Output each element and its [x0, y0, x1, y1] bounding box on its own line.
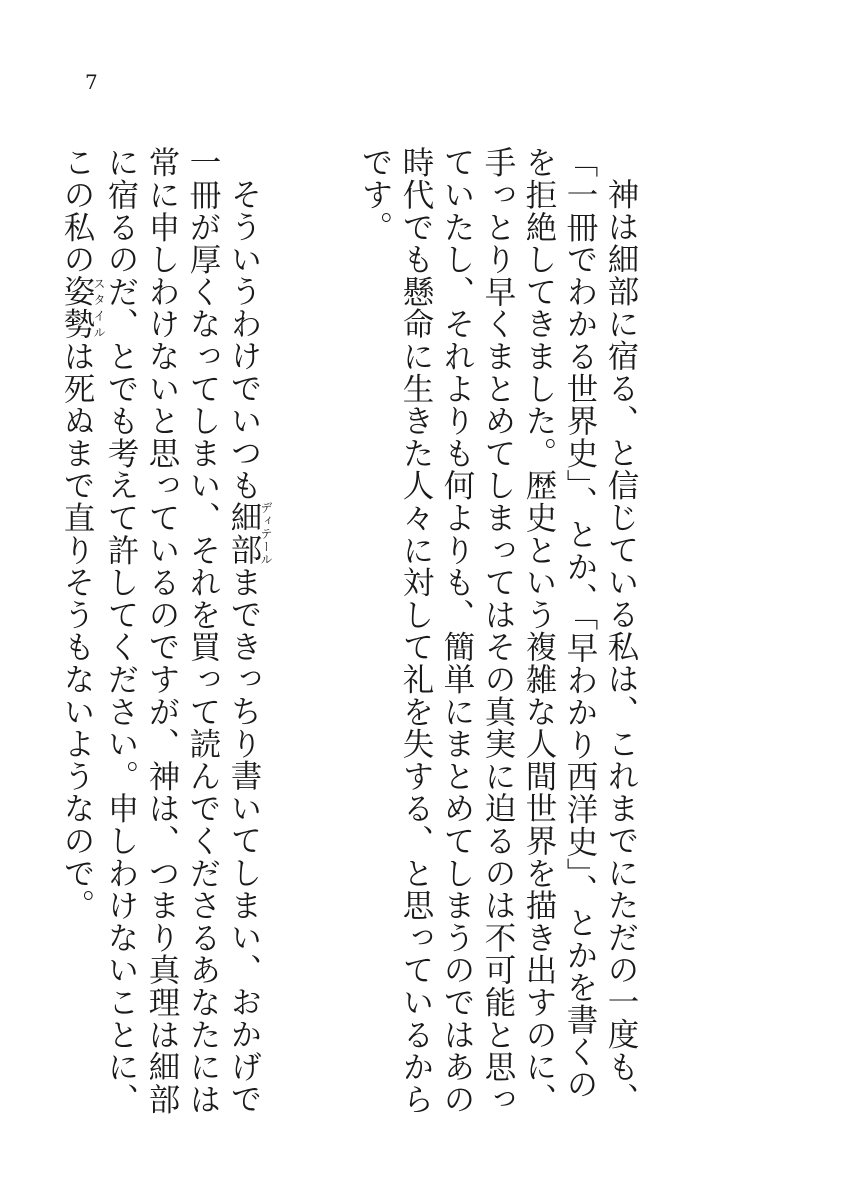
paragraph-intro: 神は細部に宿る、と信じている私は、これまでにただの一度も、「一冊でわかる世界史」、とか、「早わかり西洋史」、とかを書くのを拒絶してきました。歴史という複雑な人間世界を描き出すのに、手っとり早くまとめてしまってはその真実に迫るのは不可能と思っていたし、それよりも何よりも、簡単にまとめてしまうのではあの時代でも懸命に生きた人々に対して礼を失する、と思っているからです。: [357, 146, 639, 1115]
ruby-style-base: 姿勢: [59, 275, 95, 340]
ruby-style-reading: スタイル: [92, 275, 106, 340]
paragraph-detail-part-3: は死ぬまで直りそうもないようなので。: [59, 339, 95, 922]
ruby-detail: [226, 500, 273, 566]
ruby-style: [59, 275, 106, 340]
vertical-text-body: [0, 146, 723, 1126]
ruby-detail-reading: ディテール: [259, 500, 273, 566]
paragraph-detail-part-2: まできっちり書いてしまい、おかげで一冊が厚くなってしまい、それを買って読んでくださるあなたには常に申しわけないと思っているのですが、神は、つまり真理は細部に宿るのだ、とでも考えて許してください。申しわけないことに、この私の: [59, 146, 262, 1115]
paragraph-detail-part-1: そういうわけでいつも: [226, 177, 262, 501]
page-number: 7: [85, 70, 98, 94]
paragraph-detail: [56, 146, 272, 1126]
ruby-detail-base: 細部: [226, 500, 262, 566]
